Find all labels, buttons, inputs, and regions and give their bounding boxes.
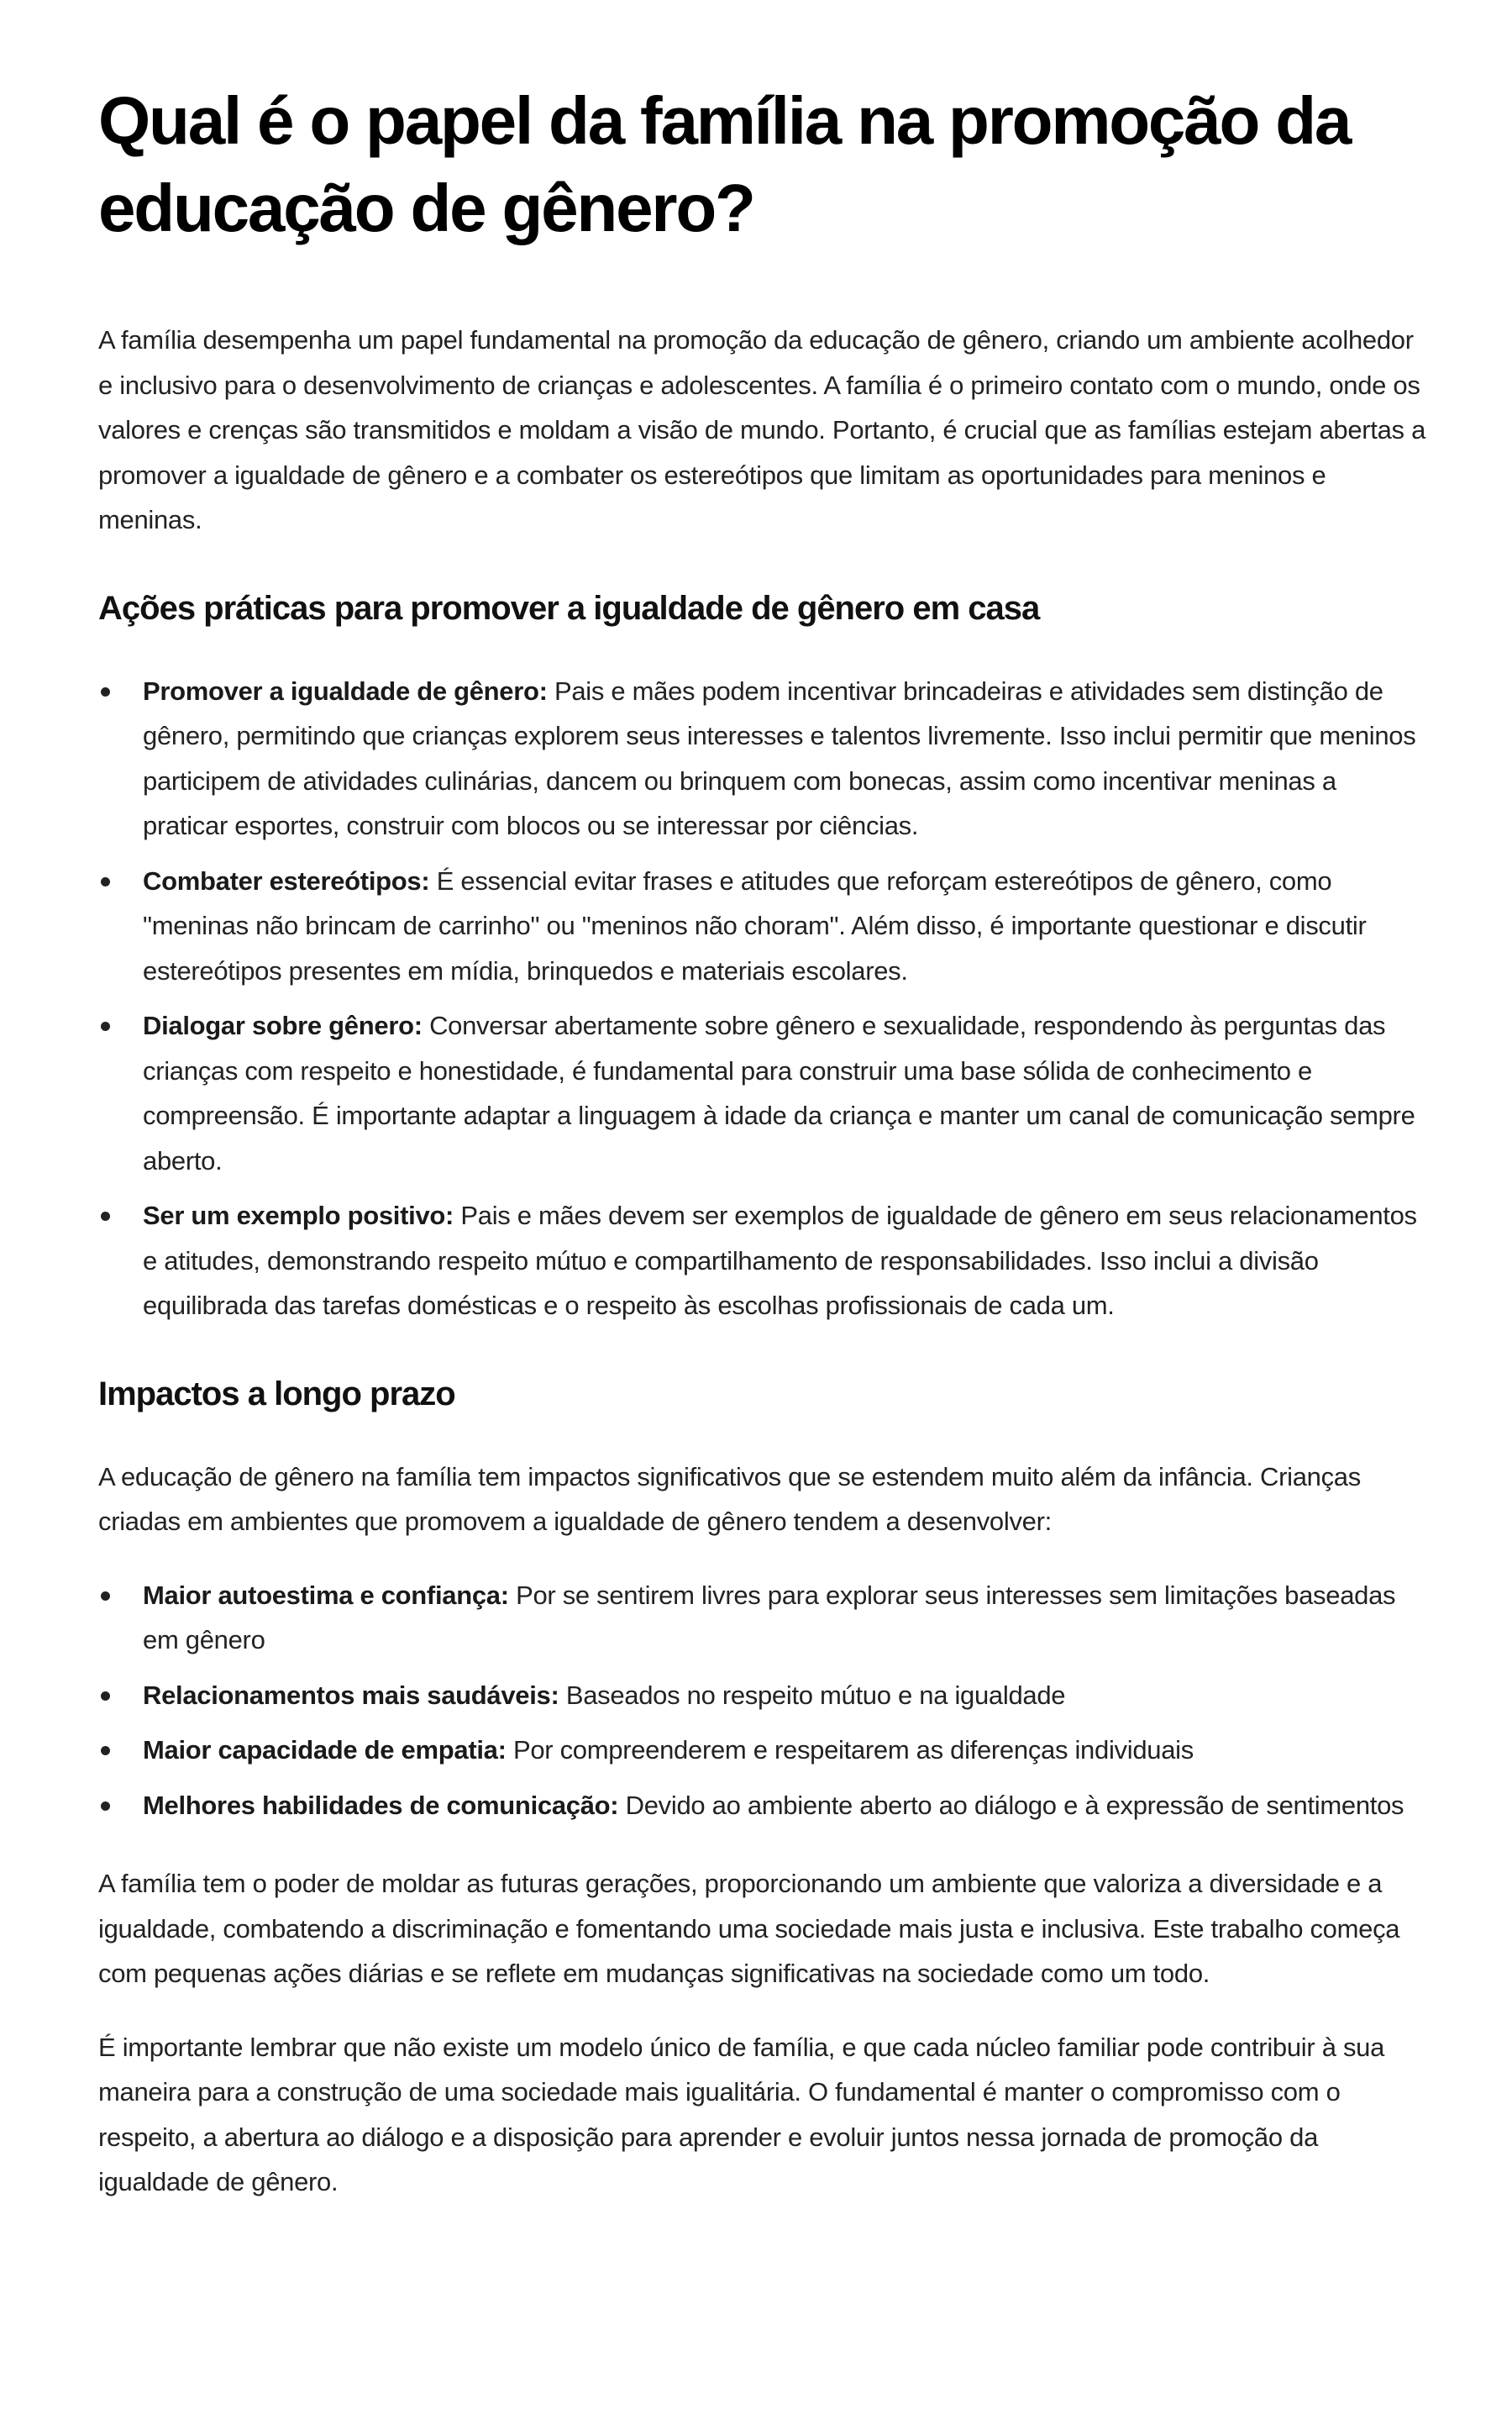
list-item	[98, 1193, 1428, 1328]
list-item	[98, 1673, 1428, 1718]
page-title: Qual é o papel da família na promoção da educação de gênero?	[98, 83, 1351, 245]
list-item	[98, 1003, 1428, 1183]
list-item	[98, 859, 1428, 994]
list-item-label: Combater estereótipos:	[143, 865, 430, 896]
bullet-icon	[101, 687, 110, 697]
section-heading-acoes-praticas: Ações práticas para promover a igualdade de gênero em casa	[98, 589, 1040, 627]
list-item-label: Ser um exemplo positivo:	[143, 1201, 454, 1230]
list-item-text: É essencial evitar frases e atitudes que reforçam estereótipos de gênero, como "meninas não brincam de carrinho" ou "meninos não choram". Além disso, é importante questionar e discutir estereótipos presentes em mídia, brinquedos e materiais escolares.	[143, 865, 1367, 986]
bullet-icon	[101, 1591, 110, 1601]
list-item-text: Devido ao ambiente aberto ao diálogo e à expressão de sentimentos	[618, 1790, 1404, 1820]
list-item	[98, 669, 1428, 849]
bullet-icon	[101, 1746, 110, 1755]
list-item-label: Melhores habilidades de comunicação:	[143, 1790, 619, 1820]
section-heading-impactos: Impactos a longo prazo	[98, 1375, 455, 1412]
closing-paragraph-1: A família tem o poder de moldar as futuras gerações, proporcionando um ambiente que valoriza a diversidade e a igualdade, combatendo a discriminação e fomentando uma sociedade mais justa e inclusiva. Este trabalho começa com pequenas ações diárias e se reflete em mudanças significativas na sociedade como um todo.	[98, 1869, 1400, 1988]
list-item-label: Promover a igualdade de gênero:	[143, 676, 548, 706]
list-item-label: Maior autoestima e confiança:	[143, 1580, 509, 1610]
practical-actions-list	[98, 669, 1428, 1328]
impacts-intro-paragraph: A educação de gênero na família tem impactos significativos que se estendem muito além da infância. Crianças criadas em ambientes que promovem a igualdade de gênero tendem a desenvolver:	[98, 1461, 1361, 1536]
list-item	[98, 1573, 1428, 1663]
list-item-text: Conversar abertamente sobre gênero e sexualidade, respondendo às perguntas das crianças com respeito e honestidade, é fundamental para construir uma base sólida de conhecimento e compreensão. É importante adaptar a linguagem à idade da criança e manter um canal de comunicação sempre aberto.	[143, 1011, 1415, 1176]
bullet-icon	[101, 1691, 110, 1701]
impacts-list	[98, 1573, 1428, 1828]
intro-paragraph: A família desempenha um papel fundamental na promoção da educação de gênero, criando um ambiente acolhedor e inclusivo para o desenvolvimento de crianças e adolescentes. A família é o primeiro contato com o mundo, onde os valores e crenças são transmitidos e moldam a visão de mundo. Portanto, é crucial que as famílias estejam abertas a promover a igualdade de gênero e a combater os estereótipos que limitam as oportunidades para meninos e meninas.	[98, 325, 1426, 534]
list-item-text: Pais e mães devem ser exemplos de igualdade de gênero em seus relacionamentos e atitudes, demonstrando respeito mútuo e compartilhamento de responsabilidades. Isso inclui a divisão equilibrada das tarefas domésticas e o respeito às escolhas profissionais de cada um.	[143, 1201, 1417, 1320]
list-item-text: Baseados no respeito mútuo e na igualdade	[559, 1680, 1066, 1710]
list-item-text: Pais e mães podem incentivar brincadeiras e atividades sem distinção de gênero, permitindo que crianças explorem seus interesses e talentos livremente. Isso inclui permitir que meninos participem de atividades culinárias, dancem ou brinquem com bonecas, assim como incentivar meninas a praticar esportes, construir com blocos ou se interessar por ciências.	[143, 676, 1416, 840]
list-item-text: Por se sentirem livres para explorar seus interesses sem limitações baseadas em gênero	[143, 1580, 1396, 1654]
bullet-icon	[101, 1022, 110, 1031]
list-item-label: Dialogar sobre gênero:	[143, 1011, 423, 1040]
list-item	[98, 1728, 1428, 1773]
bullet-icon	[101, 1801, 110, 1811]
bullet-icon	[101, 1212, 110, 1221]
bullet-icon	[101, 877, 110, 886]
list-item-text: Por compreenderem e respeitarem as diferenças individuais	[506, 1735, 1194, 1765]
list-item-label: Relacionamentos mais saudáveis:	[143, 1680, 559, 1710]
list-item	[98, 1783, 1428, 1828]
list-item-label: Maior capacidade de empatia:	[143, 1735, 507, 1765]
closing-paragraph-2: É importante lembrar que não existe um modelo único de família, e que cada núcleo familiar pode contribuir à sua maneira para a construção de uma sociedade mais igualitária. O fundamental é manter o compromisso com o respeito, a abertura ao diálogo e a disposição para aprender e evoluir juntos nessa jornada de promoção da igualdade de gênero.	[98, 2032, 1385, 2196]
